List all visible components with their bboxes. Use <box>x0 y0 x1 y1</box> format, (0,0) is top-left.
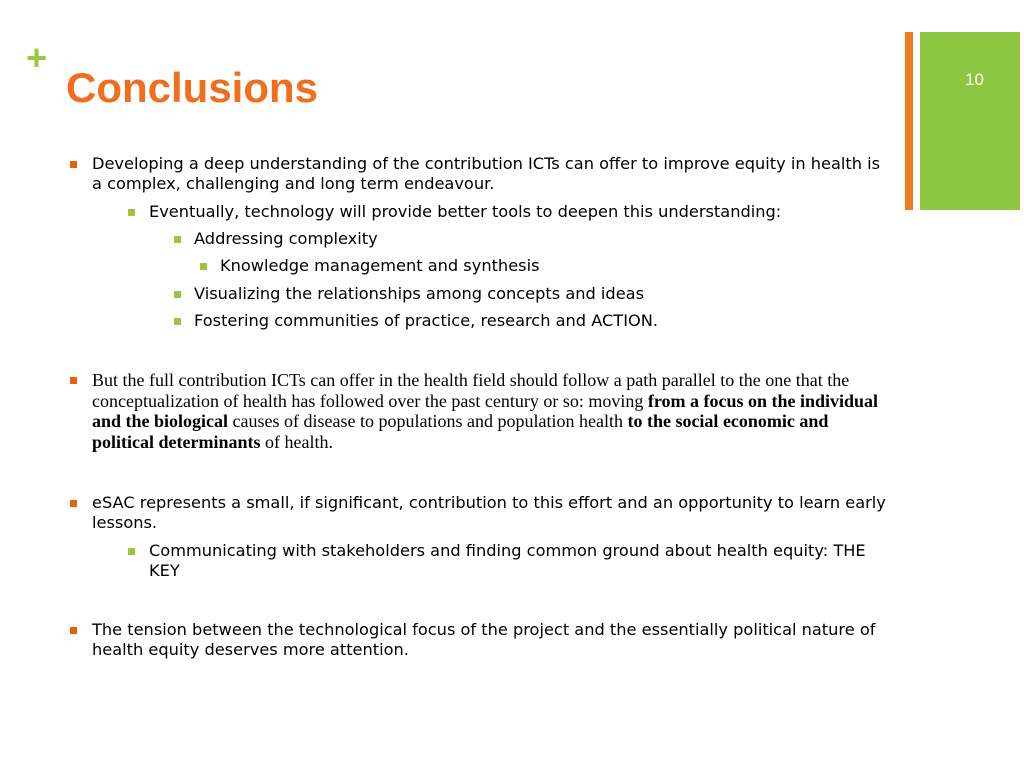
bullet-4-text: The tension between the technological focus of the project and the essentially political nature of health equity deserves more attention. <box>92 620 876 659</box>
square-bullet-icon <box>70 377 77 384</box>
accent-panel-green <box>920 32 1020 210</box>
square-bullet-icon <box>174 318 181 325</box>
bullet-2-part-3: of health. <box>260 431 333 452</box>
bullet-2 <box>92 370 892 452</box>
square-bullet-icon <box>70 500 77 507</box>
bullet-1-1-3 <box>194 311 874 331</box>
bullet-2-part-2: causes of disease to populations and population health <box>228 411 628 431</box>
bullet-1-1-2-text: Visualizing the relationships among concepts and ideas <box>194 284 645 303</box>
square-bullet-icon <box>128 209 135 216</box>
bullet-1 <box>92 154 892 194</box>
bullet-1-1-1-text: Addressing complexity <box>194 229 378 248</box>
bullet-1-1-1-1-text: Knowledge management and synthesis <box>220 256 540 275</box>
bullet-1-1-3-text: Fostering communities of practice, research and ACTION. <box>194 311 658 330</box>
bullet-4 <box>92 620 892 660</box>
slide-title: Conclusions <box>66 64 319 111</box>
bullet-3-1-text: Communicating with stakeholders and finding common ground about health equity: THE KEY <box>149 541 866 580</box>
bullet-1-text: Developing a deep understanding of the contribution ICTs can offer to improve equity in health is a complex, challenging and long term endeavour. <box>92 154 881 193</box>
bullet-3 <box>92 493 892 533</box>
plus-icon: + <box>26 37 48 78</box>
bullet-1-1-2 <box>194 284 874 304</box>
bullet-3-text: eSAC represents a small, if significant, contribution to this effort and an opportunity to learn early lessons. <box>92 493 886 532</box>
bullet-2-text <box>92 370 892 452</box>
bullet-1-1 <box>149 202 879 222</box>
bullet-1-1-text: Eventually, technology will provide better tools to deepen this understanding: <box>149 202 782 221</box>
square-bullet-icon <box>128 548 135 555</box>
bullet-2-part-1: But the full contribution ICTs can offer in the health field should follow a path parallel to the one that the conceptualization of health has followed over the past century or so: moving <box>92 370 850 411</box>
bullet-1-1-1-1 <box>220 256 870 276</box>
accent-bar-orange <box>905 32 913 210</box>
bullet-2-bold-1: from a focus on the individual and the biological <box>92 390 879 431</box>
square-bullet-icon <box>70 627 77 634</box>
bullet-3-1 <box>149 541 869 581</box>
square-bullet-icon <box>174 291 181 298</box>
square-bullet-icon <box>174 236 181 243</box>
square-bullet-icon <box>200 263 207 270</box>
bullet-2-bold-2: to the social economic and political determinants <box>92 411 829 452</box>
bullet-1-1-1 <box>194 229 874 249</box>
slide-number: 10 <box>965 70 984 89</box>
square-bullet-icon <box>70 161 77 168</box>
